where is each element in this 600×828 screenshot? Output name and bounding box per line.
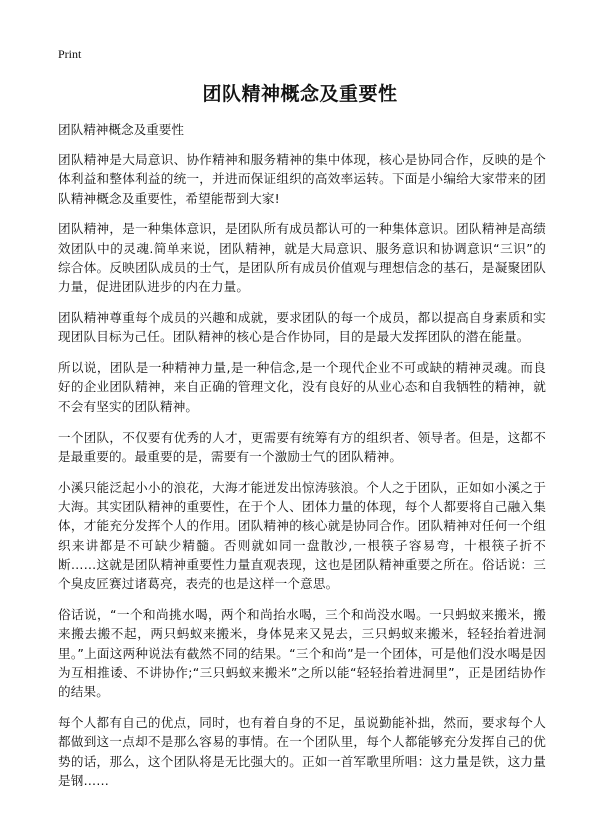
article-subtitle: 团队精神概念及重要性 — [58, 122, 184, 137]
print-label: Print — [58, 47, 82, 61]
paragraph: 团队精神是大局意识、协作精神和服务精神的集中体现，核心是协同合作，反映的是个体利益和整体利益的统一，并进而保证组织的高效率运转。下面是小编给大家带来的团队精神概念及重要性，希望能帮到大家! — [58, 152, 546, 206]
paragraph: 团队精神，是一种集体意识，是团队所有成员都认可的一种集体意识。团队精神是高绩效团队中的灵魂.简单来说，团队精神，就是大局意识、服务意识和协调意识“三识”的综合体。反映团队成员的士气，是团队所有成员价值观与理想信念的基石，是凝聚团队力量，促进团队进步的内在力量。 — [58, 221, 546, 295]
page-title: 团队精神概念及重要性 — [202, 83, 398, 105]
paragraph: 一个团队，不仅要有优秀的人才，更需要有统筹有方的组织者、领导者。但是，这都不是最重要的。最重要的是，需要有一个激励士气的团队精神。 — [58, 429, 546, 464]
paragraph: 每个人都有自己的优点，同时，也有着自身的不足，虽说勤能补拙，然而，要求每个人都做到这一点却不是那么容易的事情。在一个团队里，每个人都能够充分发挥自己的优势的话，那么，这个团队将是无比强大的。正如一首军歌里所唱：这力量是铁，这力量是钢…… — [58, 714, 546, 788]
paragraph: 所以说，团队是一种精神力量,是一种信念,是一个现代企业不可或缺的精神灵魂。而良好的企业团队精神，来自正确的管理文化，没有良好的从业心态和自我牺牲的精神，就不会有坚实的团队精神。 — [58, 360, 546, 414]
paragraph: 团队精神尊重每个成员的兴趣和成就，要求团队的每一个成员，都以提高自身素质和实现团队目标为己任。团队精神的核心是合作协同，目的是最大发挥团队的潜在能量。 — [58, 310, 546, 345]
article-body — [58, 120, 546, 802]
paragraph: 俗话说，“一个和尚挑水喝，两个和尚抬水喝，三个和尚没水喝。一只蚂蚁来搬米，搬来搬去搬不起，两只蚂蚁来搬米，身体晃来又晃去，三只蚂蚁来搬米，轻轻抬着进洞里。”上面这两种说法有截然不同的结果。“三个和尚”是一个团体，可是他们没水喝是因为互相推诿、不讲协作;“三只蚂蚁来搬米”之所以能“轻轻抬着进洞里”，正是团结协作的结果。 — [58, 606, 546, 700]
paragraph: 小溪只能泛起小小的浪花，大海才能迸发出惊涛骇浪。个人之于团队，正如如小溪之于大海。其实团队精神的重要性，在于个人、团体力量的体现，每个人都要将自己融入集体，才能充分发挥个人的作用。团队精神的核心就是协同合作。团队精神对任何一个组织来讲都是不可缺少精髓。否则就如同一盘散沙,一根筷子容易弯，十根筷子折不断……这就是团队精神重要性力量直观表现，这也是团队精神重要之所在。俗话说：三个臭皮匠赛过诸葛亮，表壳的也是这样一个意思。 — [58, 479, 546, 592]
